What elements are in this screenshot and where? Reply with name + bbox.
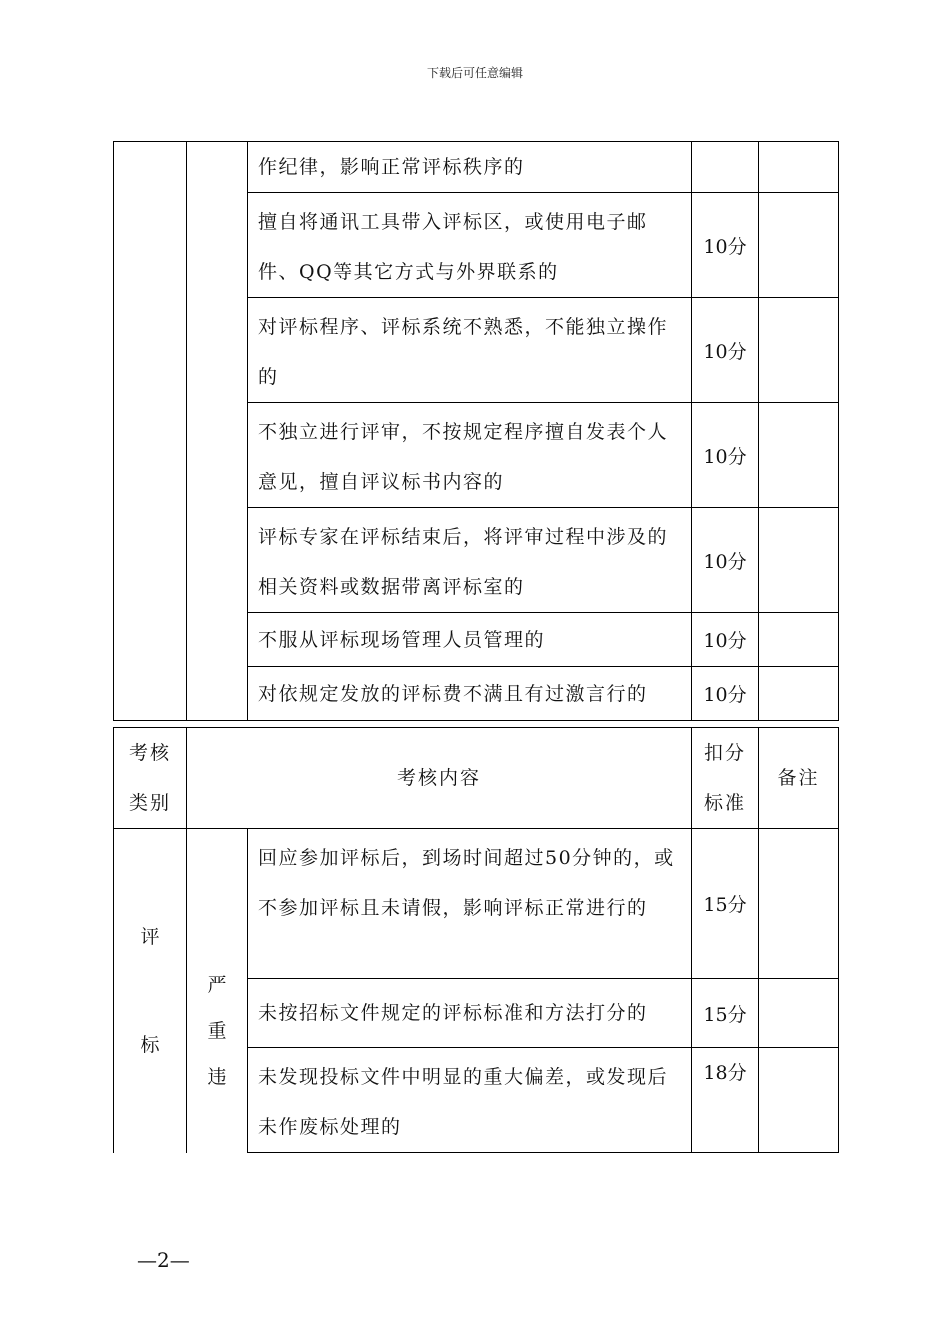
header-category: 考核类别 xyxy=(114,728,187,829)
content-cell: 擅自将通讯工具带入评标区，或使用电子邮件、QQ等其它方式与外界联系的 xyxy=(248,193,692,298)
score-cell xyxy=(692,142,759,193)
content-cell: 作纪律，影响正常评标秩序的 xyxy=(248,142,692,193)
subcategory-cell-empty xyxy=(187,142,248,721)
remarks-cell xyxy=(759,1048,839,1153)
remarks-cell xyxy=(759,979,839,1048)
remarks-cell xyxy=(759,829,839,979)
score-cell: 10分 xyxy=(692,613,759,667)
score-cell: 15分 xyxy=(692,979,759,1048)
assessment-table xyxy=(113,727,839,1153)
header-standard: 扣分标准 xyxy=(692,728,759,829)
content-cell: 未发现投标文件中明显的重大偏差，或发现后未作废标处理的 xyxy=(248,1048,692,1153)
score-cell: 10分 xyxy=(692,298,759,403)
content-cell: 不服从评标现场管理人员管理的 xyxy=(248,613,692,667)
remarks-cell xyxy=(759,193,839,298)
content-cell: 未按招标文件规定的评标标准和方法打分的 xyxy=(248,979,692,1048)
score-cell: 10分 xyxy=(692,508,759,613)
page-number: —2— xyxy=(137,1248,190,1272)
subcategory-cell: 严重违 xyxy=(187,829,248,1153)
content-cell: 回应参加评标后，到场时间超过50分钟的，或不参加评标且未请假，影响评标正常进行的 xyxy=(248,829,692,979)
remarks-cell xyxy=(759,142,839,193)
content-cell: 不独立进行评审，不按规定程序擅自发表个人意见，擅自评议标书内容的 xyxy=(248,403,692,508)
category-cell-empty xyxy=(114,142,187,721)
remarks-cell xyxy=(759,298,839,403)
score-cell: 15分 xyxy=(692,829,759,979)
header-content: 考核内容 xyxy=(187,728,692,829)
content-cell: 对评标程序、评标系统不熟悉，不能独立操作的 xyxy=(248,298,692,403)
score-cell: 10分 xyxy=(692,193,759,298)
page-header-watermark: 下载后可任意编辑 xyxy=(426,66,523,80)
content-cell: 对依规定发放的评标费不满且有过激言行的 xyxy=(248,667,692,721)
content-cell: 评标专家在评标结束后，将评审过程中涉及的相关资料或数据带离评标室的 xyxy=(248,508,692,613)
remarks-cell xyxy=(759,667,839,721)
header-remarks: 备注 xyxy=(759,728,839,829)
score-cell: 18分 xyxy=(692,1048,759,1153)
remarks-cell xyxy=(759,403,839,508)
score-cell: 10分 xyxy=(692,403,759,508)
remarks-cell xyxy=(759,508,839,613)
remarks-cell xyxy=(759,613,839,667)
assessment-table-continued xyxy=(113,141,839,721)
score-cell: 10分 xyxy=(692,667,759,721)
category-cell: 评标 xyxy=(114,829,187,1153)
